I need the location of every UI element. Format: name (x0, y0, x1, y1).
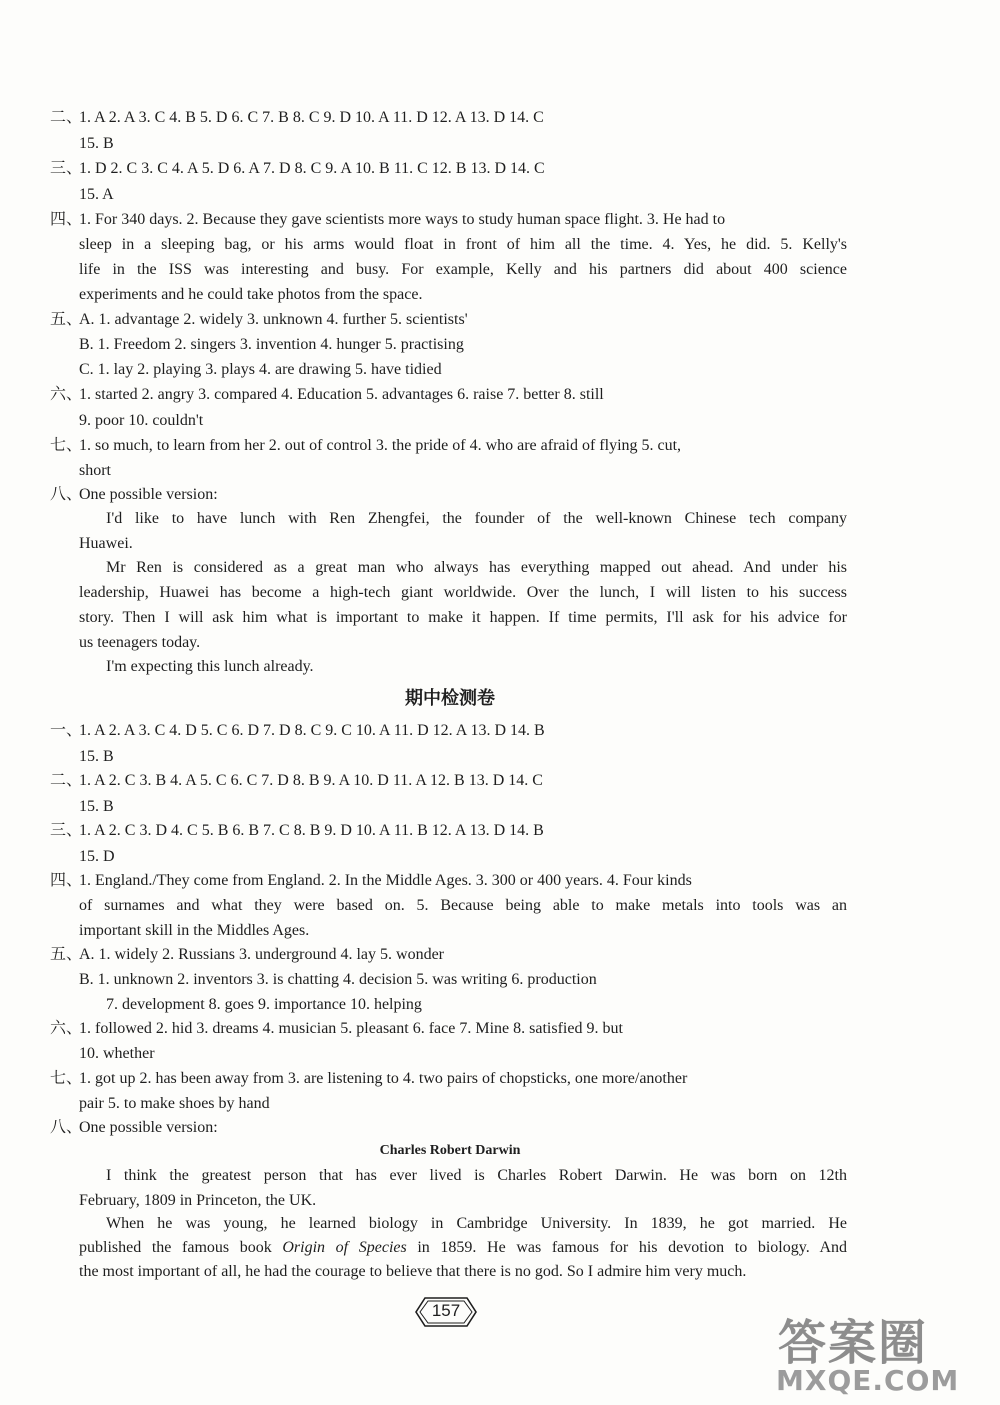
answer-line: 七、1. got up 2. has been away from 3. are listening to 4. two pairs of chopsticks, one more/another (50, 1067, 860, 1091)
answer-line: 三、1. D 2. C 3. C 4. A 5. D 6. A 7. D 8. C 9. A 10. B 11. C 12. B 13. D 14. C (50, 157, 860, 181)
answer-line: 15. B (79, 748, 114, 765)
answer-line: 七、1. so much, to learn from her 2. out of control 3. the pride of 4. who are afraid of flying 5. cut, (50, 434, 860, 458)
section-label: 四、 (50, 872, 83, 889)
answer-line: 15. B (79, 135, 114, 152)
section-label: 三、 (50, 160, 83, 177)
watermark-url: MXQE.COM (776, 1364, 960, 1397)
page-number-badge (415, 1292, 477, 1332)
essay-line: published the famous book Origin of Species in 1859. He was famous for his devotion to biology. And (79, 1239, 848, 1256)
answer-line: 15. A (79, 186, 114, 203)
answer-line: 10. whether (79, 1045, 155, 1062)
answer-line: short (79, 462, 111, 479)
section-label: 八、 (50, 486, 83, 503)
essay-line: February, 1809 in Princeton, the UK. (79, 1192, 317, 1209)
essay-line: us teenagers today. (79, 634, 201, 651)
essay-line: When he was young, he learned biology in Cambridge University. In 1839, he got married. He (106, 1215, 847, 1232)
page-number: 157 (431, 1301, 461, 1320)
essay-line: the most important of all, he had the courage to believe that there is no god. So I admire him very much. (79, 1263, 747, 1280)
section-label: 五、 (50, 311, 83, 328)
answer-line: 八、One possible version: (50, 483, 860, 507)
answer-line: 15. B (79, 798, 114, 815)
section-label: 三、 (50, 822, 83, 839)
answer-line: of surnames and what they were based on. 5. Because being able to make metals into tools was an (79, 897, 847, 914)
answer-line: 四、1. For 340 days. 2. Because they gave scientists more ways to study human space flight. 3. He had to (50, 208, 860, 232)
section-label: 二、 (50, 772, 83, 789)
section-label: 五、 (50, 946, 83, 963)
answer-line: pair 5. to make shoes by hand (79, 1095, 270, 1112)
section-label: 七、 (50, 437, 83, 454)
section-label: 四、 (50, 211, 83, 228)
answer-line: B. 1. unknown 2. inventors 3. is chatting 4. decision 5. was writing 6. production (79, 971, 597, 988)
answer-line: 三、1. A 2. C 3. D 4. C 5. B 6. B 7. C 8. B 9. D 10. A 11. B 12. A 13. D 14. B (50, 819, 860, 843)
book-title: Origin of Species (282, 1239, 407, 1256)
answer-line: 四、1. England./They come from England. 2. In the Middle Ages. 3. 300 or 400 years. 4. Four kinds (50, 869, 860, 893)
section-label: 七、 (50, 1070, 83, 1087)
essay-line: story. Then I will ask him what is important to make it happen. If time permits, I'll ask for his advice for (79, 609, 847, 626)
answer-line: experiments and he could take photos from the space. (79, 286, 423, 303)
answer-line: 八、One possible version: (50, 1116, 860, 1140)
answer-line: important skill in the Middles Ages. (79, 922, 310, 939)
essay-line: Huawei. (79, 535, 133, 552)
answer-line: 二、1. A 2. A 3. C 4. B 5. D 6. C 7. B 8. C 9. D 10. A 11. D 12. A 13. D 14. C (50, 106, 860, 130)
section-label: 二、 (50, 109, 83, 126)
essay-line: Mr Ren is considered as a great man who always has everything mapped out ahead. And under his (106, 559, 847, 576)
answer-line: 7. development 8. goes 9. importance 10. helping (106, 996, 422, 1013)
answer-line: 一、1. A 2. A 3. C 4. D 5. C 6. D 7. D 8. C 9. C 10. A 11. D 12. A 13. D 14. B (50, 719, 860, 743)
section-label: 八、 (50, 1119, 83, 1136)
answer-line: 9. poor 10. couldn't (79, 412, 204, 429)
essay-line: I'd like to have lunch with Ren Zhengfei, the founder of the well-known Chinese tech company (106, 510, 847, 527)
answer-line: 15. D (79, 848, 115, 865)
essay-title: Charles Robert Darwin (379, 1143, 521, 1158)
answer-line: 五、A. 1. widely 2. Russians 3. underground 4. lay 5. wonder (50, 943, 860, 967)
answer-line: C. 1. lay 2. playing 3. plays 4. are drawing 5. have tidied (79, 361, 442, 378)
answer-line: 二、1. A 2. C 3. B 4. A 5. C 6. C 7. D 8. B 9. A 10. D 11. A 12. B 13. D 14. C (50, 769, 860, 793)
section-label: 六、 (50, 386, 83, 403)
answer-line: sleep in a sleeping bag, or his arms would float in front of him all the time. 4. Yes, he did. 5. Kelly's (79, 236, 847, 253)
answer-line: 五、A. 1. advantage 2. widely 3. unknown 4. further 5. scientists' (50, 308, 860, 332)
essay-line: I'm expecting this lunch already. (106, 658, 314, 675)
answer-line: 六、1. started 2. angry 3. compared 4. Education 5. advantages 6. raise 7. better 8. still (50, 383, 860, 407)
section-heading: 期中检测卷 (405, 688, 495, 709)
section-label: 一、 (50, 722, 83, 739)
answer-line: 六、1. followed 2. hid 3. dreams 4. musician 5. pleasant 6. face 7. Mine 8. satisfied 9. but (50, 1017, 860, 1041)
answer-line: life in the ISS was interesting and busy. For example, Kelly and his partners did about 400 science (79, 261, 847, 278)
watermark-logo (774, 1302, 992, 1402)
essay-line: leadership, Huawei has become a high-tech giant worldwide. Over the lunch, I will listen to his success (79, 584, 847, 601)
section-label: 六、 (50, 1020, 83, 1037)
watermark-text: 答案圈 (778, 1315, 929, 1371)
answer-line: B. 1. Freedom 2. singers 3. invention 4. hunger 5. practising (79, 336, 464, 353)
essay-line: I think the greatest person that has ever lived is Charles Robert Darwin. He was born on 12th (106, 1167, 847, 1184)
